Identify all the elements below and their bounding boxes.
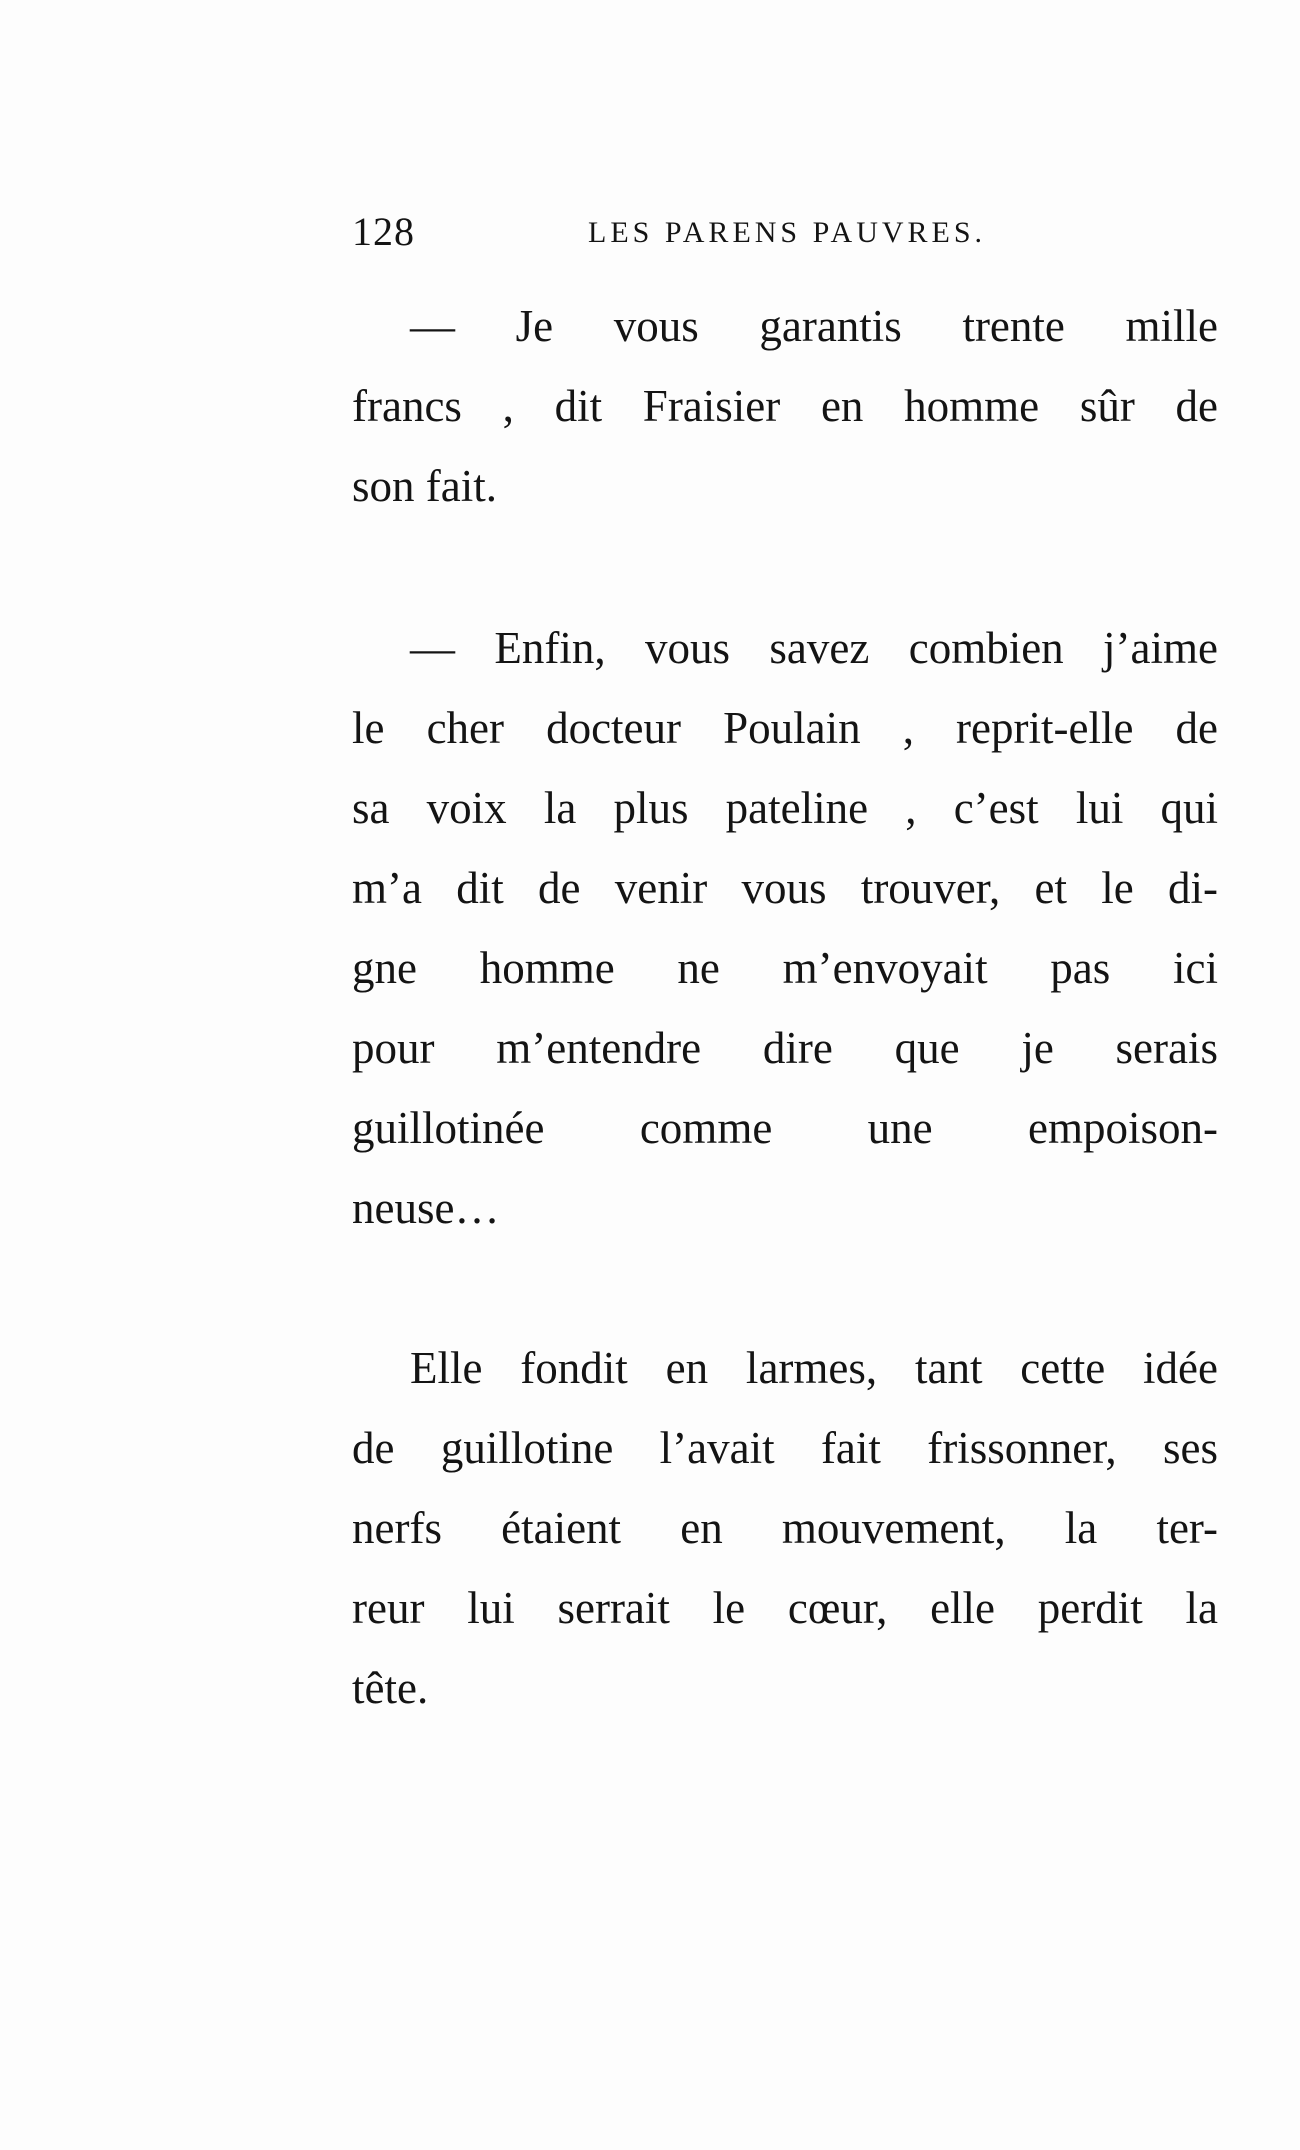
text-line: m’a dit de venir vous trouver, et le di- [352,863,1218,913]
text-line: gne homme ne m’envoyait pas ici [352,943,1218,993]
text-line: son fait. [352,461,497,511]
text-line: — Je vous garantis trente mille [410,301,1218,351]
text-line: — Enfin, vous savez combien j’aime [410,623,1218,673]
text-line: francs , dit Fraisier en homme sûr de [352,381,1218,431]
page-number: 128 [352,209,415,254]
text-line: le cher docteur Poulain , reprit-elle de [352,703,1218,753]
text-line: sa voix la plus pateline , c’est lui qui [352,783,1218,833]
text-line: de guillotine l’avait fait frissonner, ses [352,1423,1218,1473]
text-line: reur lui serrait le cœur, elle perdit la [352,1583,1218,1633]
text-line: tête. [352,1663,429,1713]
text-line: nerfs étaient en mouvement, la ter- [352,1503,1218,1553]
text-line: neuse… [352,1183,500,1233]
running-head [352,208,1218,258]
running-title: LES PARENS PAUVRES. [588,216,987,249]
text-line: guillotinée comme une empoison- [352,1103,1218,1153]
text-line: pour m’entendre dire que je serais [352,1023,1218,1073]
text-line: Elle fondit en larmes, tant cette idée [410,1343,1218,1393]
